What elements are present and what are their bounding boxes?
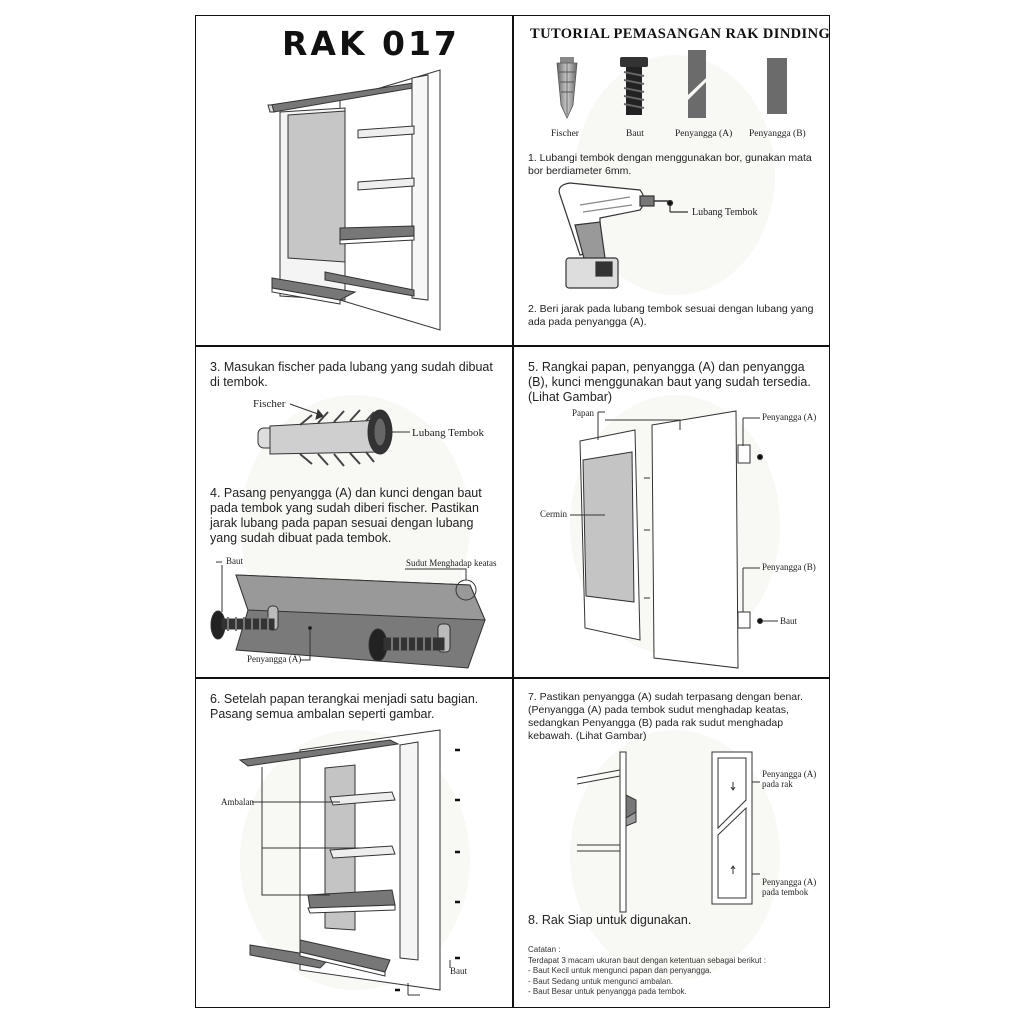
- step-2-text: 2. Beri jarak pada lubang tembok sesuai dengan lubang yang ada pada penyangga (A).: [528, 303, 814, 328]
- label-p6-baut: Baut: [450, 966, 467, 976]
- board-assembly-drawing: [570, 411, 778, 668]
- shelves-install-drawing: [240, 730, 460, 995]
- label-p7-a-tembok-2: pada tembok: [762, 887, 809, 897]
- label-lubang-tembok: Lubang Tembok: [692, 207, 758, 218]
- label-penyangga-a: Penyangga (A): [247, 654, 302, 664]
- tutorial-heading: TUTORIAL PEMASANGAN RAK DINDING: [530, 26, 831, 42]
- label-p7-a-tembok-1: Penyangga (A): [762, 877, 817, 887]
- bracket-orientation-drawing: [577, 752, 760, 912]
- notes-item: - Baut Besar untuk penyangga pada tembok.: [528, 987, 687, 996]
- bolt-icon: [620, 57, 648, 115]
- label-cermin: Cermin: [540, 509, 567, 519]
- notes-item: - Baut Kecil untuk mengunci papan dan penyangga.: [528, 966, 712, 975]
- step-3-text: 3. Masukan fischer pada lubang yang sudah dibuat di tembok.: [210, 360, 493, 389]
- step-5-text: 5. Rangkai papan, penyangga (A) dan penyangga (B), kunci menggunakan baut yang sudah tersedia. (Lihat Gambar): [528, 360, 811, 404]
- step-1-text: 1. Lubangi tembok dengan menggunakan bor, gunakan mata bor berdiameter 6mm.: [528, 152, 812, 177]
- label-p5-penyangga-a: Penyangga (A): [762, 412, 817, 422]
- bracket-b-icon: [767, 58, 787, 114]
- bracket-with-bolts-drawing: [211, 562, 485, 668]
- label-p5-penyangga-b: Penyangga (B): [762, 562, 816, 572]
- label-lubang-tembok-2: Lubang Tembok: [412, 427, 485, 439]
- step-8-text: 8. Rak Siap untuk digunakan.: [528, 913, 692, 927]
- label-baut: Baut: [226, 556, 243, 566]
- part-label-penyangga-a: Penyangga (A): [675, 129, 733, 139]
- notes-item: - Baut Sedang untuk mengunci ambalan.: [528, 976, 673, 986]
- notes-intro: Terdapat 3 macam ukuran baut dengan ketentuan sebagai berikut :: [528, 955, 766, 965]
- step-7-text: 7. Pastikan penyangga (A) sudah terpasang dengan benar. (Penyangga (A) pada tembok sudut menghadap keatas, sedangkan Penyangga (B) pada rak sudut menghadap kebawah. (Lihat Gambar): [528, 691, 803, 742]
- fischer-icon: [557, 57, 577, 118]
- drill-illustration: [559, 183, 688, 288]
- product-title: RAK 017: [282, 24, 460, 63]
- fischer-in-wall-drawing: [258, 404, 410, 466]
- label-p7-a-rak-1: Penyangga (A): [762, 769, 817, 779]
- part-label-baut: Baut: [626, 129, 644, 139]
- assembled-rack-drawing: [268, 70, 440, 330]
- step-6-text: 6. Setelah papan terangkai menjadi satu bagian. Pasang semua ambalan seperti gambar.: [210, 692, 479, 721]
- label-p5-baut: Baut: [780, 616, 797, 626]
- bracket-a-icon: [688, 50, 706, 118]
- notes-heading: Catatan :: [528, 945, 561, 954]
- notes-block: [528, 945, 823, 998]
- label-fischer: Fischer: [253, 398, 286, 410]
- label-p7-a-rak-2: pada rak: [762, 779, 793, 789]
- part-label-fischer: Fischer: [551, 129, 579, 139]
- step-4-text: 4. Pasang penyangga (A) dan kunci dengan baut pada tembok yang sudah diberi fischer. Pastikan jarak lubang pada papan sesuai dengan lubang yang sudah dibuat pada tembok.: [210, 486, 482, 545]
- label-ambalan: Ambalan: [221, 797, 254, 807]
- label-papan: Papan: [572, 408, 594, 418]
- label-sudut-menghadap-keatas: Sudut Menghadap keatas: [406, 558, 497, 568]
- part-label-penyangga-b: Penyangga (B): [749, 129, 806, 139]
